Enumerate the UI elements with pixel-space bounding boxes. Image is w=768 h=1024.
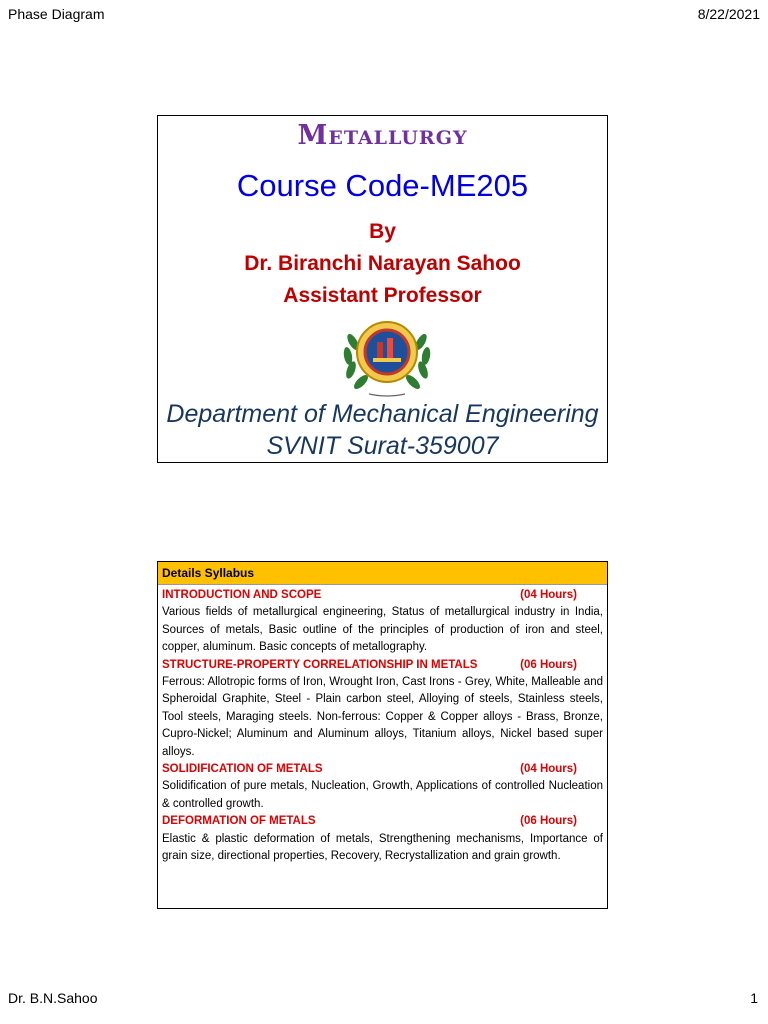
section-hours: (06 Hours): [520, 658, 577, 671]
header-date: 8/22/2021: [697, 6, 760, 22]
section-name: STRUCTURE-PROPERTY CORRELATIONSHIP IN METALS: [162, 658, 478, 671]
slide-title: Metallurgy: [297, 120, 468, 151]
section-name: SOLIDIFICATION OF METALS: [162, 763, 323, 776]
department: Department of Mechanical Engineering: [166, 400, 599, 428]
syllabus-body: [158, 585, 607, 866]
section-text: Ferrous: Allotropic forms of Iron, Wrought Iron, Cast Irons - Grey, White, Malleable and Spheroidal Graphite, Steel - Plain carbon steel, Alloying of steels, Stainless steels, Tool steels, Maraging steels. Non-ferrous: Copper & Copper alloys - Brass, Bronze, Cupro-Nickel; Aluminum and Aluminum alloys, Titanium alloys, Nickel based super alloys.: [162, 676, 603, 758]
section-title: [162, 587, 603, 604]
syllabus-slide: [157, 561, 608, 909]
section-title: [162, 761, 603, 778]
section-text: Elastic & plastic deformation of metals, Strengthening mechanisms, Importance of grain size, directional properties, Recovery, Recrystallization and grain growth.: [162, 832, 603, 863]
header-title: Phase Diagram: [8, 6, 105, 22]
by-label: By: [369, 220, 396, 243]
section-name: INTRODUCTION AND SCOPE: [162, 589, 322, 601]
institute: SVNIT Surat-359007: [266, 432, 499, 460]
institute-logo-icon: [339, 312, 435, 400]
section-hours: (06 Hours): [520, 815, 577, 828]
section-title: [162, 657, 603, 674]
author-role: Assistant Professor: [283, 284, 482, 307]
title-slide: [157, 115, 608, 463]
section-name: DEFORMATION OF METALS: [162, 815, 316, 828]
section-text: Solidification of pure metals, Nucleation, Growth, Applications of controlled Nucleation & controlled growth.: [162, 780, 603, 810]
section-hours: (04 Hours): [520, 589, 577, 601]
syllabus-heading: Details Syllabus: [158, 562, 607, 585]
footer-author: Dr. B.N.Sahoo: [8, 990, 98, 1006]
page-number: 1: [750, 990, 758, 1006]
section-title: [162, 813, 603, 830]
author-name: Dr. Biranchi Narayan Sahoo: [244, 252, 521, 275]
section-text: Various fields of metallurgical engineering, Status of metallurgical industry in India, Sources of metals, Basic outline of the principles of production of iron and steel, copper, aluminum. Basic concepts of metallography.: [162, 606, 603, 654]
course-code: Course Code-ME205: [236, 168, 529, 203]
section-hours: (04 Hours): [520, 763, 577, 776]
